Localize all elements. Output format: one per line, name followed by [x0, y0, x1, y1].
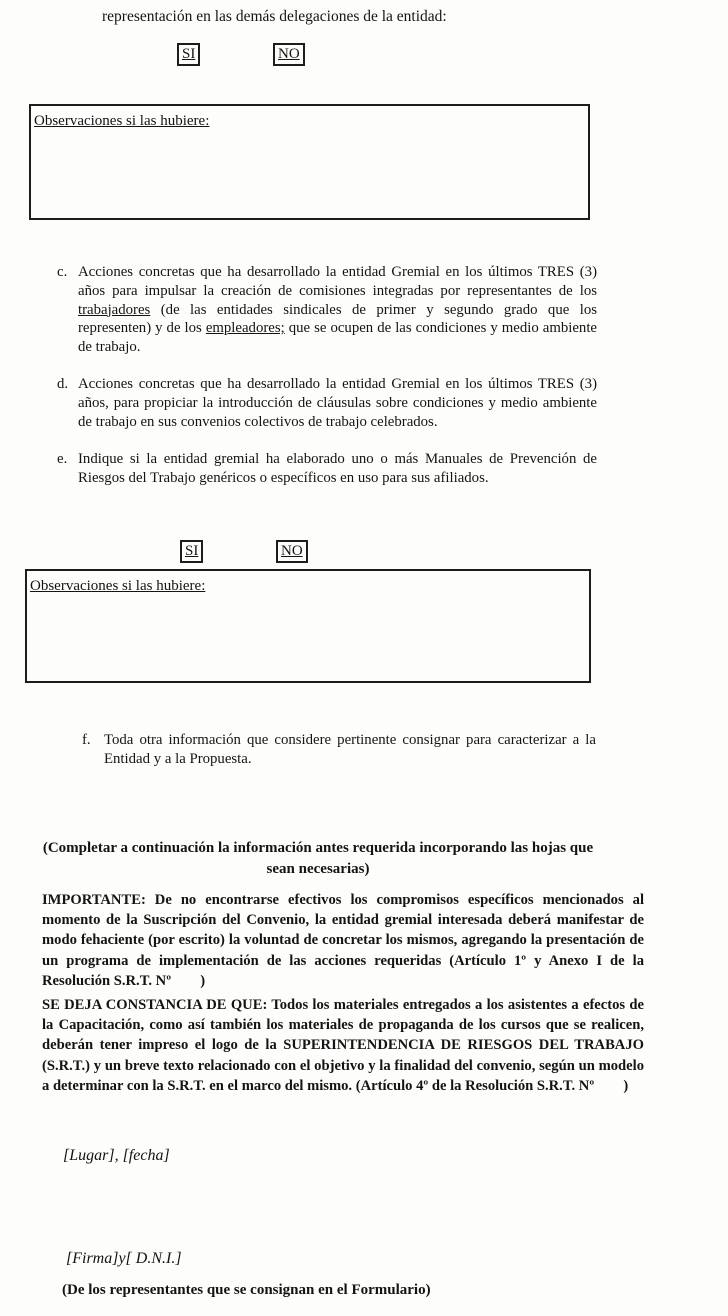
- list-item-c: [78, 263, 597, 357]
- intro-line: representación en las demás delegaciones de la entidad:: [102, 8, 447, 25]
- yes-checkbox-1[interactable]: SI: [177, 43, 200, 66]
- constancia-paragraph: SE DEJA CONSTANCIA DE QUE: Todos los materiales entregados a los asistentes a efectos de la Capacitación, como así también los materiales de propaganda de los cursos que se realicen, deberán tener impreso el logo de la SUPERINTENDENCIA DE RIESGOS DEL TRABAJO (S.R.T.) y un breve texto relacionado con el objetivo y la finalidad del convenio, según un modelo a determinar con la S.R.T. en el marco del mismo. (Artículo 4º de la Resolución S.R.T. Nº ): [42, 997, 644, 1094]
- item-c-underlined-empleadores: empleadores;: [205, 320, 285, 337]
- signature-dni-placeholder: [Firma]y[ D.N.I.]: [66, 1250, 182, 1267]
- list-item-f: Toda otra información que considere pertinente consignar para caracterizar a la Entidad y a la Propuesta.: [104, 732, 596, 767]
- observations-box-1[interactable]: [29, 104, 590, 220]
- observations-label-1: Observaciones si las hubiere:: [34, 113, 210, 129]
- list-marker-e: e.: [57, 451, 68, 467]
- completion-instruction-heading: (Completar a continuación la información antes requerida incorporando las hojas que sean necesarias): [42, 840, 594, 877]
- list-item-d: Acciones concretas que ha desarrollado la entidad Gremial en los últimos TRES (3) años, para propiciar la introducción de cláusulas sobre condiciones y medio ambiente de trabajo en sus convenios colectivos de trabajo celebrados.: [78, 376, 597, 430]
- list-marker-d: d.: [57, 376, 69, 392]
- list-item-e: Indique si la entidad gremial ha elaborado uno o más Manuales de Prevención de Riesgos del Trabajo genéricos o específicos en uso para sus afiliados.: [78, 451, 597, 486]
- no-checkbox-2[interactable]: NO: [276, 540, 308, 563]
- list-marker-f: f.: [82, 732, 91, 748]
- item-c-underlined-trabajadores: trabajadores: [78, 301, 151, 318]
- item-c-text-2: (de las entidades sindicales de primer y segundo grado que los representen) y de los: [78, 301, 597, 337]
- list-marker-c: c.: [57, 264, 68, 280]
- importante-paragraph: IMPORTANTE: De no encontrarse efectivos los compromisos específicos mencionados al momento de la Suscripción del Convenio, la entidad gremial interesada deberá manifestar de modo fehaciente (por escrito) la voluntad de concretar los mismos, agregando la presentación de un programa de implementación de las acciones requeridas (Artículo 1º y Anexo I de la Resolución S.R.T. Nº ): [42, 892, 644, 989]
- place-date-placeholder: [Lugar], [fecha]: [63, 1147, 170, 1164]
- item-c-text: Acciones concretas que ha desarrollado la entidad Gremial en los últimos TRES (3) años para impulsar la creación de comisiones integradas por representantes de los: [78, 264, 597, 299]
- no-checkbox-1[interactable]: NO: [273, 43, 305, 66]
- yes-checkbox-2[interactable]: SI: [180, 540, 203, 563]
- observations-box-2[interactable]: [25, 569, 591, 683]
- item-c-text-3: que se ocupen de las condiciones y medio ambiente de trabajo.: [78, 320, 598, 356]
- observations-label-2: Observaciones si las hubiere:: [30, 578, 206, 594]
- signature-note: (De los representantes que se consignan en el Formulario): [62, 1282, 431, 1298]
